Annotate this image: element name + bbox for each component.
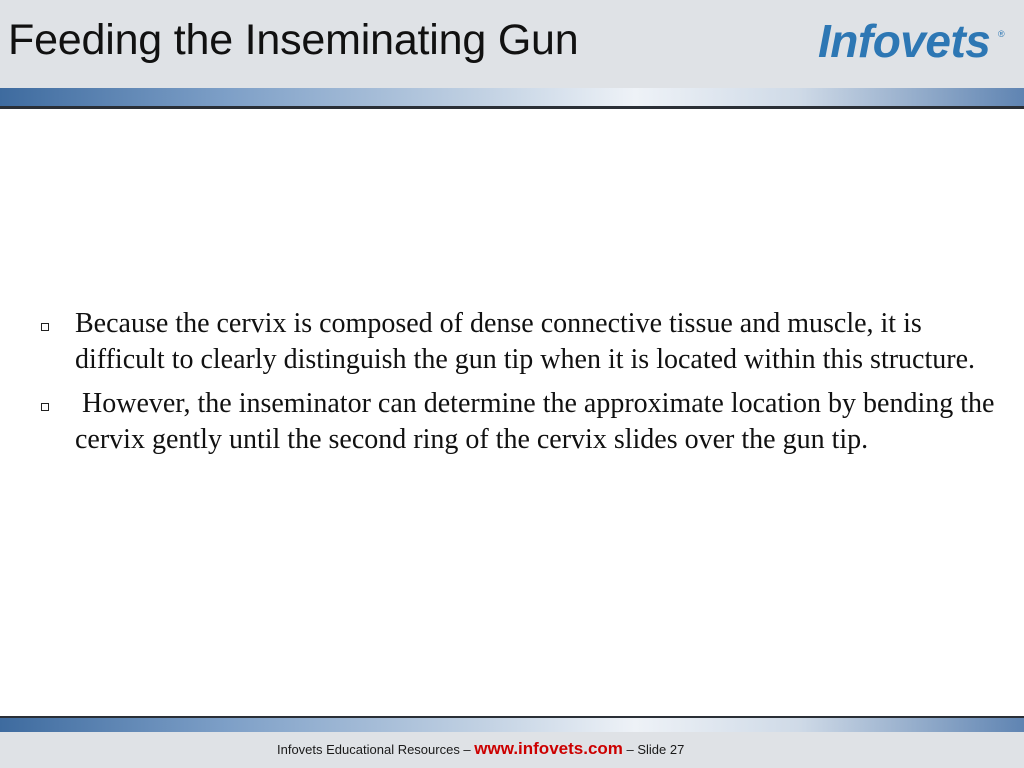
bullet-text-2: However, the inseminator can determine the approximate location by bending the cervix gently until the second ring of the cervix slides over the gun tip. bbox=[75, 388, 1002, 455]
bullet-list bbox=[38, 306, 1002, 466]
footer-suffix: – Slide 27 bbox=[622, 742, 685, 757]
footer-website-link[interactable]: www.infovets.com bbox=[474, 739, 623, 758]
header-divider bbox=[0, 106, 1024, 109]
bullet-item-1 bbox=[38, 306, 998, 378]
infovets-logo bbox=[818, 14, 1014, 74]
square-bullet-icon bbox=[41, 403, 49, 411]
footer-gradient-band bbox=[0, 718, 1024, 732]
footer-bar bbox=[0, 732, 1024, 768]
bullet-text-1: Because the cervix is composed of dense connective tissue and muscle, it is difficult to clearly distinguish the gun tip when it is located within this structure. bbox=[75, 308, 976, 375]
header-bar bbox=[0, 0, 1024, 88]
slide-title: Feeding the Inseminating Gun bbox=[8, 16, 579, 64]
bullet-item-2 bbox=[38, 386, 1002, 458]
footer-prefix: Infovets Educational Resources – bbox=[277, 742, 475, 757]
header-gradient-band bbox=[0, 88, 1024, 106]
registered-mark: ® bbox=[998, 29, 1005, 39]
footer-text bbox=[277, 739, 684, 759]
square-bullet-icon bbox=[41, 323, 49, 331]
logo-text: Infovets bbox=[818, 15, 991, 67]
